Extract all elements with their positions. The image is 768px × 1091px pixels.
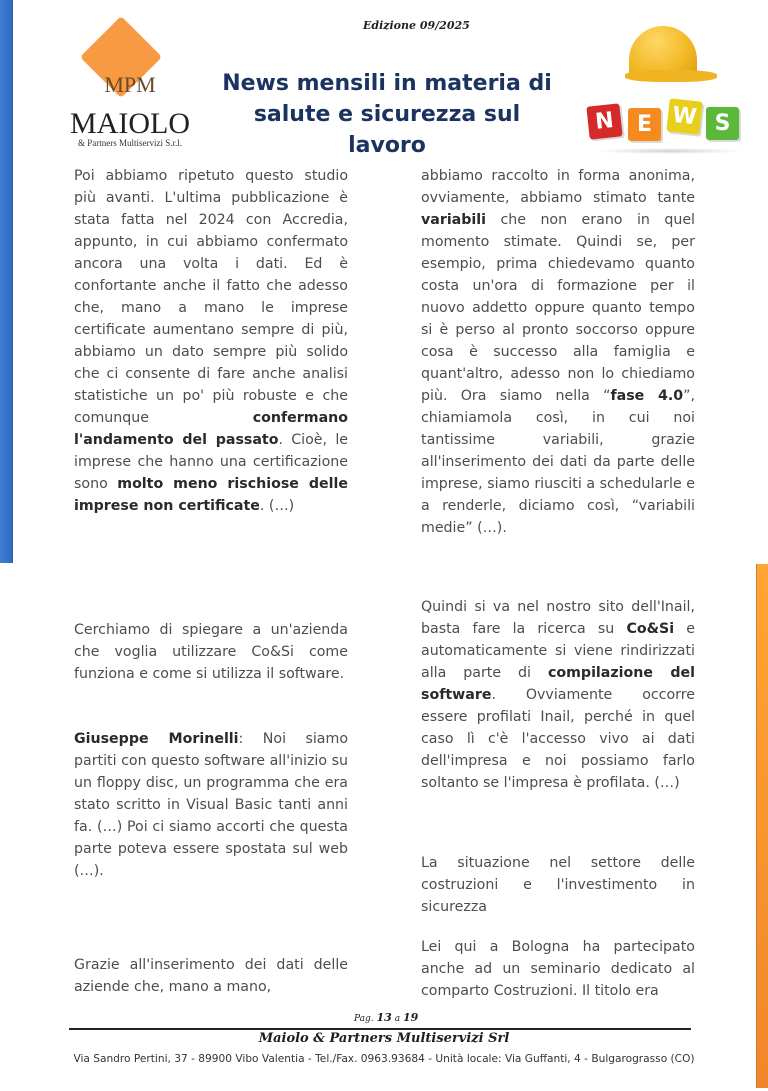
company-logo xyxy=(60,20,200,150)
news-cube-n: N xyxy=(586,103,622,139)
speaker-name: Giuseppe Morinelli xyxy=(74,731,239,747)
right-paragraph-1: abbiamo raccolto in forma anonima, ovviamente, abbiamo stimato tante variabili che non erano in quel momento stimate. Quindi se, per esempio, prima chiedevamo quanto costa un'ora di formazione per il nuovo addetto oppure quanto tempo si è perso al pronto soccorso oppure cosa è successo alla famiglia e quant'altro, adesso non lo chiediamo più. Ora siamo nella “fase 4.0”, chiamiamola così, in cui noi tantissime variabili, grazie all'inserimento dei dati da parte delle imprese, siamo riusciti a schedularle e a renderle, diciamo così, “variabili medie” (…). xyxy=(421,168,696,536)
left-paragraph-3: Grazie all'inserimento dei dati delle aziende che, mano a mano, xyxy=(74,957,348,995)
page-title: News mensili in materia di salute e sicurezza sul lavoro xyxy=(222,71,552,158)
left-paragraph-1: Poi abbiamo ripetuto questo studio più avanti. L'ultima pubblicazione è stata fatta nel 2024 con Accredia, appunto, in cui abbiamo confermato ancora una volta i dati. Ed è confortante anche il fatto che adesso che, mano a mano le imprese certificate aumentano sempre di più, abbiamo un dato sempre più solido che ci consente di fare anche analisi statistiche un po' più robuste e che comunque confermano l'andamento del passato. Cioè, le imprese che hanno una certificazione sono molto meno rischiose delle imprese non certificate. (…) xyxy=(74,168,349,514)
hard-hat-icon xyxy=(625,26,707,84)
news-cube-w: W xyxy=(666,98,702,134)
footer-divider xyxy=(69,1028,691,1030)
interview-question-2: Lei qui a Bologna ha partecipato anche ad un seminario dedicato al comparto Costruzioni. Il titolo era xyxy=(421,939,695,999)
news-illustration xyxy=(585,20,755,155)
logo-name: MAIOLO xyxy=(70,107,190,140)
section-heading: La situazione nel settore delle costruzioni e l'investimento in sicurezza xyxy=(421,855,695,915)
logo-subtitle: & Partners Multiservizi S.r.l. xyxy=(78,138,182,148)
footer-address: Via Sandro Pertini, 37 - 89900 Vibo Valentia - Tel./Fax. 0963.93684 - Unità locale: Via Guffanti, 4 - Bulgarograsso (CO) xyxy=(73,1053,695,1065)
news-cubes xyxy=(585,100,755,150)
news-cube-e: E xyxy=(628,108,661,141)
edition-label: Edizione 09/2025 xyxy=(363,19,470,32)
right-paragraph-2: Quindi si va nel nostro sito dell'Inail, basta fare la ricerca su Co&Si e automaticamente si viene rindirizzati alla parte di compilazione del software. Ovviamente occorre essere profilati Inail, perché in quel caso lì c'è l'accesso vivo ai dati dell'impresa e noi possiamo farlo soltanto se l'impresa è profilata. (…) xyxy=(421,599,695,791)
news-cube-s: S xyxy=(706,107,739,140)
interview-question-1: Cerchiamo di spiegare a un'azienda che voglia utilizzare Co&Si come funziona e come si utilizza il software. xyxy=(74,622,348,682)
left-decorative-bar xyxy=(0,0,13,563)
footer-company-name: Maiolo & Partners Multiservizi Srl xyxy=(258,1031,510,1046)
right-decorative-bar xyxy=(756,564,768,1088)
left-paragraph-2: Giuseppe Morinelli: Noi siamo partiti con questo software all'inizio su un floppy disc, un programma che era stato scritto in Visual Basic tanti anni fa. (…) Poi ci siamo accorti che questa parte poteva essere spostata sul web (…). xyxy=(74,731,349,879)
page-number: Pag. 13 a 19 xyxy=(354,1011,419,1024)
logo-monogram: MPM xyxy=(104,72,156,97)
